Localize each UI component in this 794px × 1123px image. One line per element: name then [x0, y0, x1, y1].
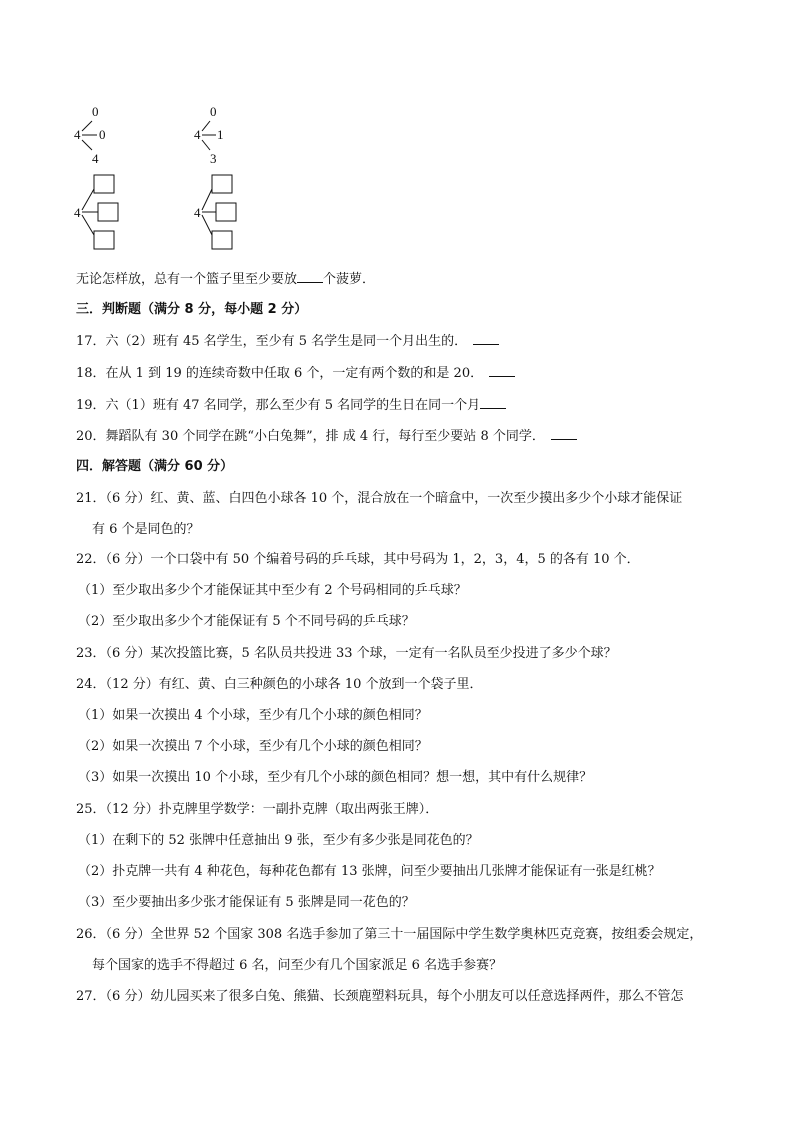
question-25-part-1: （1）在剩下的 52 张牌中任意抽出 9 张，至少有多少张是同花色的？ [78, 833, 479, 848]
question-26-line-2: 每个国家的选手不得超过 6 名，问至少有几个国家派足 6 名选手参赛？ [92, 958, 503, 973]
question-26-line-1: 26．（6 分）全世界 52 个国家 308 名选手参加了第三十一届国际中学生数学奥林匹克竞赛，按组委会规定， [76, 927, 703, 942]
question-22-part-1: （1）至少取出多少个才能保证其中至少有 2 个号码相同的乒乓球？ [78, 583, 467, 598]
answer-blank [551, 427, 577, 440]
question-19: 19．六（1）班有 47 名同学，那么至少有 5 名同学的生日在同一个月 [76, 396, 506, 415]
section-3-heading: 三．判断题（满分 8 分，每小题 2 分） [76, 302, 308, 317]
question-21-line-2: 有 6 个是同色的？ [92, 522, 200, 537]
answer-blank [473, 332, 499, 345]
box2-label: 4 [194, 205, 201, 220]
question-23: 23．（6 分）某次投篮比赛，5 名队员共投进 33 个球，一定有一名队员至少投进了多少个球？ [76, 646, 617, 661]
answer-blank [480, 396, 506, 409]
question-24: 24．（12 分）有红、黄、白三种颜色的小球各 10 个放到一个袋子里． [76, 677, 483, 692]
tree1-bottom: 4 [92, 151, 99, 166]
number-tree-diagram-1 [70, 100, 120, 170]
question-24-part-1: （1）如果一次摸出 4 个小球，至少有几个小球的颜色相同？ [78, 708, 428, 723]
tree1-right: 0 [99, 127, 106, 142]
question-17: 17．六（2）班有 45 名学生，至少有 5 名学生是同一个月出生的． [76, 332, 499, 351]
question-24-part-2: （2）如果一次摸出 7 个小球，至少有几个小球的颜色相同？ [78, 739, 428, 754]
question-22-part-2: （2）至少取出多少个才能保证有 5 个不同号码的乒乓球？ [78, 614, 415, 629]
question-25: 25．（12 分）扑克牌里学数学：一副扑克牌（取出两张王牌）． [76, 802, 439, 817]
question-24-part-3: （3）如果一次摸出 10 个小球，至少有几个小球的颜色相同？想一想，其中有什么规律？ [78, 770, 593, 785]
question-20: 20．舞蹈队有 30 个同学在跳“小白兔舞”，排 成 4 行，每行至少要站 8 个同学． [76, 427, 577, 446]
box1-label: 4 [74, 205, 81, 220]
question-25-part-2: （2）扑克牌一共有 4 种花色，每种花色都有 13 张牌，问至少要抽出几张牌才能保证有一张是红桃？ [78, 864, 661, 879]
answer-blank [297, 270, 323, 283]
tree2-bottom: 3 [210, 151, 217, 166]
question-18: 18．在从 1 到 19 的连续奇数中任取 6 个，一定有两个数的和是 20． [76, 364, 515, 383]
tree2-right: 1 [217, 127, 224, 142]
number-tree-diagram-2 [190, 100, 240, 170]
box-tree-diagram-1 [70, 172, 130, 254]
tree1-top: 0 [92, 104, 99, 119]
tree2-top: 0 [210, 104, 217, 119]
question-27: 27．（6 分）幼儿园买来了很多白兔、熊猫、长颈鹿塑料玩具，每个小朋友可以任意选择两件，那么不管怎 [76, 989, 684, 1004]
section-4-heading: 四．解答题（满分 60 分） [76, 459, 234, 474]
tree1-left: 4 [74, 127, 81, 142]
tree2-left: 4 [194, 127, 201, 142]
question-22: 22．（6 分）一个口袋中有 50 个编着号码的乒乓球，其中号码为 1，2，3，4，5 的各有 10 个． [76, 552, 640, 567]
box-tree-diagram-2 [190, 172, 250, 254]
answer-blank [489, 364, 515, 377]
question-25-part-3: （3）至少要抽出多少张才能保证有 5 张牌是同一花色的？ [78, 895, 415, 910]
question-21-line-1: 21．（6 分）红、黄、蓝、白四色小球各 10 个，混合放在一个暗盒中，一次至少摸出多少个小球才能保证 [76, 491, 683, 506]
fill-in-statement: 无论怎样放，总有一个篮子里至少要放 个菠萝． [76, 272, 376, 287]
